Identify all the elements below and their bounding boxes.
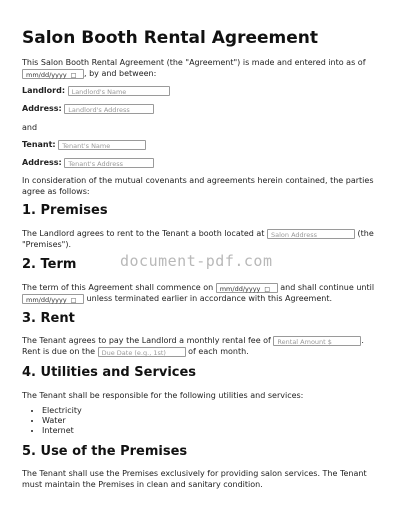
calendar-icon: □ <box>70 71 77 79</box>
landlord-name-input[interactable]: Landlord's Name <box>68 86 170 96</box>
rent-heading: 3. Rent <box>22 311 75 326</box>
term-start-date-input[interactable]: mm/dd/yyyy □ <box>216 283 278 293</box>
due-date-input[interactable]: Due Date (e.g., 1st) <box>98 347 186 357</box>
landlord-row <box>22 85 382 96</box>
term-after-text: unless terminated earlier in accordance with this Agreement. <box>86 294 333 303</box>
rent-due-after-text: of each month. <box>188 347 249 356</box>
intro-paragraph <box>22 57 382 79</box>
use-paragraph: The Tenant shall use the Premises exclusively for providing salon services. The Tenant must maintain the Premises in clean and sanitary condition. <box>22 469 367 489</box>
intro-text: This Salon Booth Rental Agreement (the "Agreement") is made and entered into as of <box>22 58 366 67</box>
utilities-list <box>22 406 82 436</box>
agreement-date-input[interactable]: mm/dd/yyyy □ <box>22 69 84 79</box>
premises-text-after-2: "Premises"). <box>22 240 72 249</box>
rental-amount-input[interactable]: Rental Amount $ <box>273 336 361 346</box>
intro-after-text: , by and between: <box>84 69 157 78</box>
calendar-icon: □ <box>264 285 271 293</box>
tenant-row <box>22 139 382 150</box>
salon-address-input[interactable]: Salon Address <box>267 229 355 239</box>
list-item: • Water <box>42 416 82 426</box>
term-paragraph <box>22 282 382 304</box>
landlord-address-label: Address: <box>22 104 62 113</box>
list-item: • Internet <box>42 426 82 436</box>
rent-due-text: Rent is due on the <box>22 347 96 356</box>
utilities-paragraph: The Tenant shall be responsible for the following utilities and services: <box>22 391 304 400</box>
watermark: document-pdf.com <box>120 252 273 270</box>
and-text: and <box>22 123 38 132</box>
term-end-date-input[interactable]: mm/dd/yyyy □ <box>22 294 84 304</box>
premises-heading: 1. Premises <box>22 203 108 218</box>
calendar-icon: □ <box>70 296 77 304</box>
tenant-address-label: Address: <box>22 158 62 167</box>
premises-text-after: (the <box>357 229 374 238</box>
premises-paragraph <box>22 228 382 250</box>
landlord-address-input[interactable]: Landlord's Address <box>64 104 154 114</box>
term-heading: 2. Term <box>22 257 77 272</box>
document-title: Salon Booth Rental Agreement <box>22 28 319 48</box>
utilities-heading: 4. Utilities and Services <box>22 365 197 380</box>
consideration-paragraph: In consideration of the mutual covenants and agreements herein contained, the parties agree as follows: <box>22 176 374 196</box>
term-middle-text: and shall continue until <box>280 283 375 292</box>
landlord-address-row <box>22 103 382 114</box>
tenant-address-input[interactable]: Tenant's Address <box>64 158 154 168</box>
tenant-label: Tenant: <box>22 140 56 149</box>
term-text: The term of this Agreement shall commence on <box>22 283 214 292</box>
tenant-name-input[interactable]: Tenant's Name <box>58 140 146 150</box>
premises-text: The Landlord agrees to rent to the Tenant a booth located at <box>22 229 265 238</box>
list-item: • Electricity <box>42 406 82 416</box>
use-heading: 5. Use of the Premises <box>22 444 188 459</box>
landlord-label: Landlord: <box>22 86 66 95</box>
rent-paragraph: The Tenant agrees to pay the Landlord a monthly rental fee of Rental Amount $ . Rent is due on the Due Date (e.g., 1st) of each month. <box>22 336 364 357</box>
tenant-address-row <box>22 157 382 168</box>
rent-text: The Tenant agrees to pay the Landlord a monthly rental fee of <box>22 336 271 345</box>
